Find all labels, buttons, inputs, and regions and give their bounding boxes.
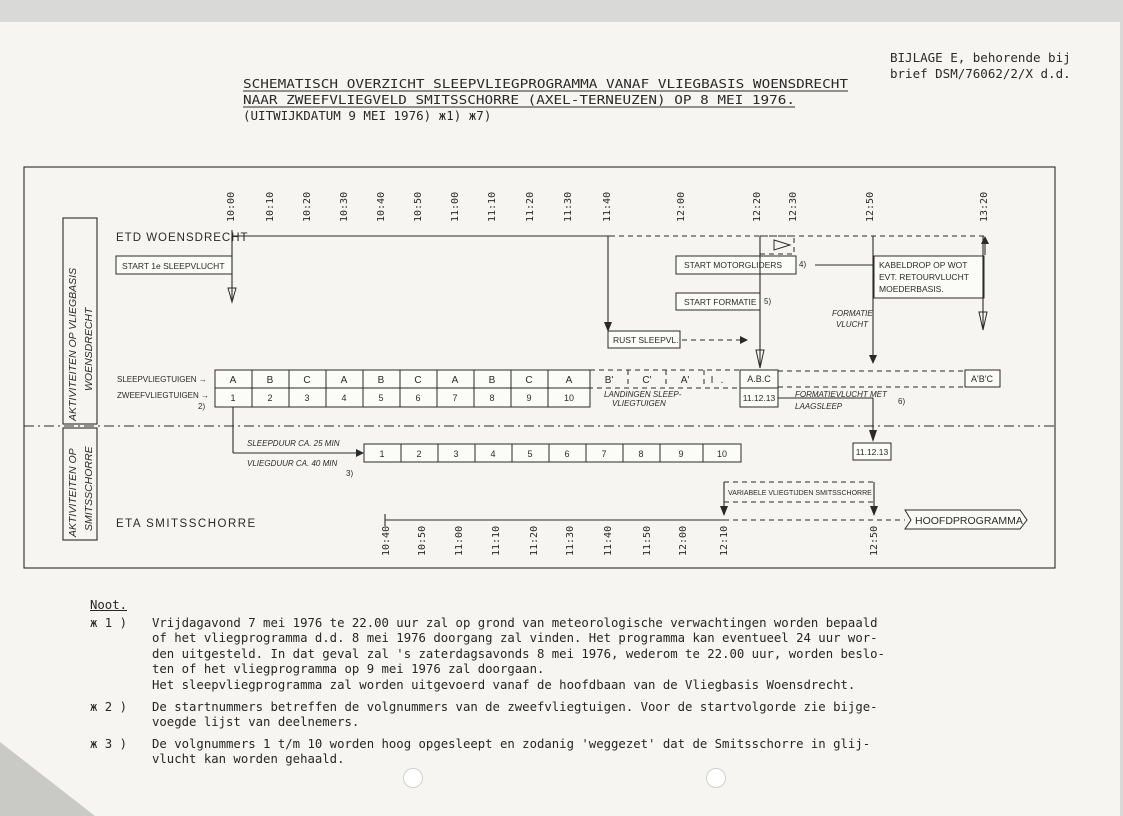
etd-label: ETD WOENSDRECHT bbox=[116, 232, 249, 244]
eta-label: ETA SMITSSCHORRE bbox=[116, 518, 257, 530]
tow-plane-cell: B bbox=[266, 375, 274, 386]
diagram-frame bbox=[24, 167, 1055, 568]
note-ref-6: 6) bbox=[898, 397, 906, 406]
kabeldrop-line: MOEDERBASIS. bbox=[879, 284, 944, 294]
arrival-cell: 2 bbox=[416, 449, 422, 459]
top-time: 11:30 bbox=[563, 191, 574, 222]
arrival-cell: 4 bbox=[490, 449, 496, 459]
top-time: 11:20 bbox=[525, 191, 536, 222]
top-time: 10:40 bbox=[376, 191, 387, 222]
tow-plane-cell: A bbox=[229, 375, 237, 386]
arrival-cell: 7 bbox=[601, 449, 607, 459]
start-formatie-label: START FORMATIE bbox=[684, 297, 757, 307]
notes-section bbox=[90, 598, 1030, 774]
tow-plane-cell: A bbox=[451, 375, 459, 386]
glider-cell: 6 bbox=[415, 393, 421, 403]
glider-cell: 10 bbox=[563, 393, 575, 403]
tow-return-cell: . bbox=[720, 375, 724, 386]
top-time: 10:20 bbox=[302, 191, 313, 222]
tow-return-cell: A' bbox=[680, 375, 690, 386]
note-item bbox=[90, 616, 1030, 694]
vliegduur-label: VLIEGDUUR CA. 40 MIN bbox=[247, 459, 338, 468]
glider-row bbox=[215, 388, 905, 411]
glider-cell: 2 bbox=[267, 393, 273, 403]
bottom-time: 10:50 bbox=[417, 525, 428, 556]
arrival-cell: 1 bbox=[379, 449, 385, 459]
formatie-vlucht-label: FORMATIE bbox=[832, 309, 873, 318]
top-time: 11:00 bbox=[450, 191, 461, 222]
bottom-time: 11:00 bbox=[454, 525, 465, 556]
reference-line-1: BIJLAGE E, behorende bij bbox=[890, 50, 1071, 65]
note-text: De volgnummers 1 t/m 10 worden hoog opgesleept en zodanig 'weggezet' dat de Smitsschorre in glij- vlucht kan worden gehaald. bbox=[152, 736, 871, 767]
abc-end-label: A'B'C bbox=[971, 374, 993, 384]
tow-return-cell: C' bbox=[642, 375, 652, 386]
top-time: 10:30 bbox=[339, 191, 350, 222]
title-line-1: SCHEMATISCH OVERZICHT SLEEPVLIEGPROGRAMMA VANAF VLIEGBASIS WOENSDRECHT bbox=[243, 76, 849, 91]
bottom-time: 12:00 bbox=[678, 525, 689, 556]
zweefvliegtuigen-label: ZWEEFVLIEGTUIGEN → bbox=[117, 391, 210, 400]
side-label-woensdrecht-1: AKTIVITEITEN OP VLIEGBASIS bbox=[67, 267, 79, 421]
note-ref-5: 5) bbox=[764, 297, 772, 306]
tow-plane-row bbox=[215, 370, 1000, 388]
top-time: 11:40 bbox=[602, 191, 613, 222]
arrival-cell: 6 bbox=[564, 449, 570, 459]
tow-plane-cell: C bbox=[525, 375, 533, 386]
arrival-cell: 3 bbox=[453, 449, 459, 459]
glider-cell: 5 bbox=[378, 393, 384, 403]
formatie-text: LAAGSLEEP bbox=[795, 402, 843, 411]
top-time: 11:10 bbox=[487, 191, 498, 222]
top-time: 12:30 bbox=[788, 191, 799, 222]
tow-plane-cell: B bbox=[488, 375, 496, 386]
kabeldrop-line: EVT. RETOURVLUCHT bbox=[879, 272, 969, 282]
glider-cell: 8 bbox=[489, 393, 495, 403]
arrival-row bbox=[364, 444, 741, 462]
bottom-time: 12:50 bbox=[869, 525, 880, 556]
note-item bbox=[90, 737, 1030, 768]
tow-plane-cell: B bbox=[377, 375, 385, 386]
arrival-cell: 9 bbox=[678, 449, 684, 459]
title-line-3: (UITWIJKDATUM 9 MEI 1976) ж1) ж7) bbox=[243, 108, 492, 123]
bottom-time: 10:40 bbox=[381, 525, 392, 556]
arrival-cell: 8 bbox=[638, 449, 644, 459]
glider-cell: 7 bbox=[452, 393, 458, 403]
glider-cell: 3 bbox=[304, 393, 310, 403]
arrival-abc-label: 11.12.13 bbox=[855, 447, 889, 457]
abc-glider-label: 11.12.13 bbox=[742, 393, 776, 403]
note-text: De startnummers betreffen de volgnummers van de zweefvliegtuigen. Voor de startvolgorde zie bijge- voegde lijst van deelnemers. bbox=[152, 699, 878, 730]
bottom-time: 11:30 bbox=[565, 525, 576, 556]
top-time: 12:50 bbox=[865, 191, 876, 222]
note-marker: ж 3 ) bbox=[90, 736, 128, 751]
start-first-tow-label: START 1e SLEEPVLUCHT bbox=[122, 261, 225, 271]
top-time: 10:00 bbox=[226, 191, 237, 222]
note-ref-3: 3) bbox=[346, 469, 354, 478]
bottom-time: 11:40 bbox=[603, 525, 614, 556]
tow-plane-cell: C bbox=[414, 375, 422, 386]
reference-line-2: brief DSM/76062/2/X d.d. bbox=[890, 66, 1071, 81]
folded-corner bbox=[0, 742, 95, 816]
tow-return-cell: B' bbox=[604, 375, 614, 386]
formatie-text: FORMATIEVLUCHT MET bbox=[795, 390, 887, 399]
start-motorgliders-label: START MOTORGLIDERS bbox=[684, 260, 783, 270]
bottom-time: 12:10 bbox=[719, 525, 730, 556]
abc-label: A.B.C bbox=[747, 374, 771, 384]
note-text: Vrijdagavond 7 mei 1976 te 22.00 uur zal op grond van meteorologische verwachtingen worden bepaald of het vliegprogramma d.d. 8 mei 1976 doorgang zal vinden. Het programma kan eventueel 24 uur wor- den uitgesteld. In dat geval zal 's zaterdagsavonds 8 mei 1976, wederom te 22.00 uur, worden beslo- ten of het vliegprogramma op 9 mei 1976 zal doorgaan. Het sleepvliegprogramma zal worden uitgevoerd vanaf de hoofdbaan van de Vliegbasis Woensdrecht. bbox=[152, 615, 885, 692]
bottom-time: 11:50 bbox=[642, 525, 653, 556]
note-item bbox=[90, 700, 1030, 731]
tow-plane-cell: C bbox=[303, 375, 311, 386]
variabele-label: VARIABELE VLIEGTIJDEN SMITSSCHORRE bbox=[728, 490, 872, 497]
side-label-smitsschorre-2: SMITSSCHORRE bbox=[83, 446, 95, 531]
note-ref-4: 4) bbox=[799, 260, 807, 269]
glider-cell: 1 bbox=[230, 393, 236, 403]
note-marker: ж 2 ) bbox=[90, 699, 128, 714]
top-time: 10:50 bbox=[413, 191, 424, 222]
title-line-2: NAAR ZWEEFVLIEGVELD SMITSSCHORRE (AXEL-TERNEUZEN) OP 8 MEI 1976. bbox=[243, 92, 795, 107]
top-time: 12:20 bbox=[752, 191, 763, 222]
bottom-time-scale bbox=[381, 526, 880, 556]
tow-plane-cell: A bbox=[340, 375, 348, 386]
top-time-scale bbox=[226, 192, 990, 222]
bottom-time: 11:10 bbox=[491, 525, 502, 556]
formatie-vlucht-label: VLUCHT bbox=[836, 320, 869, 329]
note-ref-2: 2) bbox=[198, 402, 206, 411]
top-time: 10:10 bbox=[265, 191, 276, 222]
top-time: 12:00 bbox=[676, 191, 687, 222]
glider-cell: 9 bbox=[526, 393, 532, 403]
landing-label: VLIEGTUIGEN bbox=[612, 399, 666, 408]
tow-plane-cell: A bbox=[565, 375, 573, 386]
landing-label: LANDINGEN SLEEP- bbox=[604, 390, 682, 399]
top-time: 13:20 bbox=[979, 191, 990, 222]
tow-return-cell: I bbox=[710, 375, 714, 386]
bottom-time: 11:20 bbox=[529, 525, 540, 556]
arrival-cell: 5 bbox=[527, 449, 533, 459]
notes-heading: Noot. bbox=[90, 598, 128, 612]
side-label-smitsschorre-1: AKTIVITEITEN OP bbox=[67, 448, 79, 537]
glider-cell: 4 bbox=[341, 393, 347, 403]
note-marker: ж 1 ) bbox=[90, 615, 128, 630]
sleepduur-label: SLEEPDUUR CA. 25 MIN bbox=[247, 439, 340, 448]
arrival-cell: 10 bbox=[716, 449, 728, 459]
sleepvliegtuigen-label: SLEEPVLIEGTUIGEN → bbox=[117, 375, 207, 384]
rust-label: RUST SLEEPVL. bbox=[613, 335, 679, 345]
side-label-woensdrecht-2: WOENSDRECHT bbox=[83, 307, 95, 391]
kabeldrop-line: KABELDROP OP WOT bbox=[879, 260, 968, 270]
hoofdprogramma-label: HOOFDPROGRAMMA bbox=[915, 515, 1023, 527]
